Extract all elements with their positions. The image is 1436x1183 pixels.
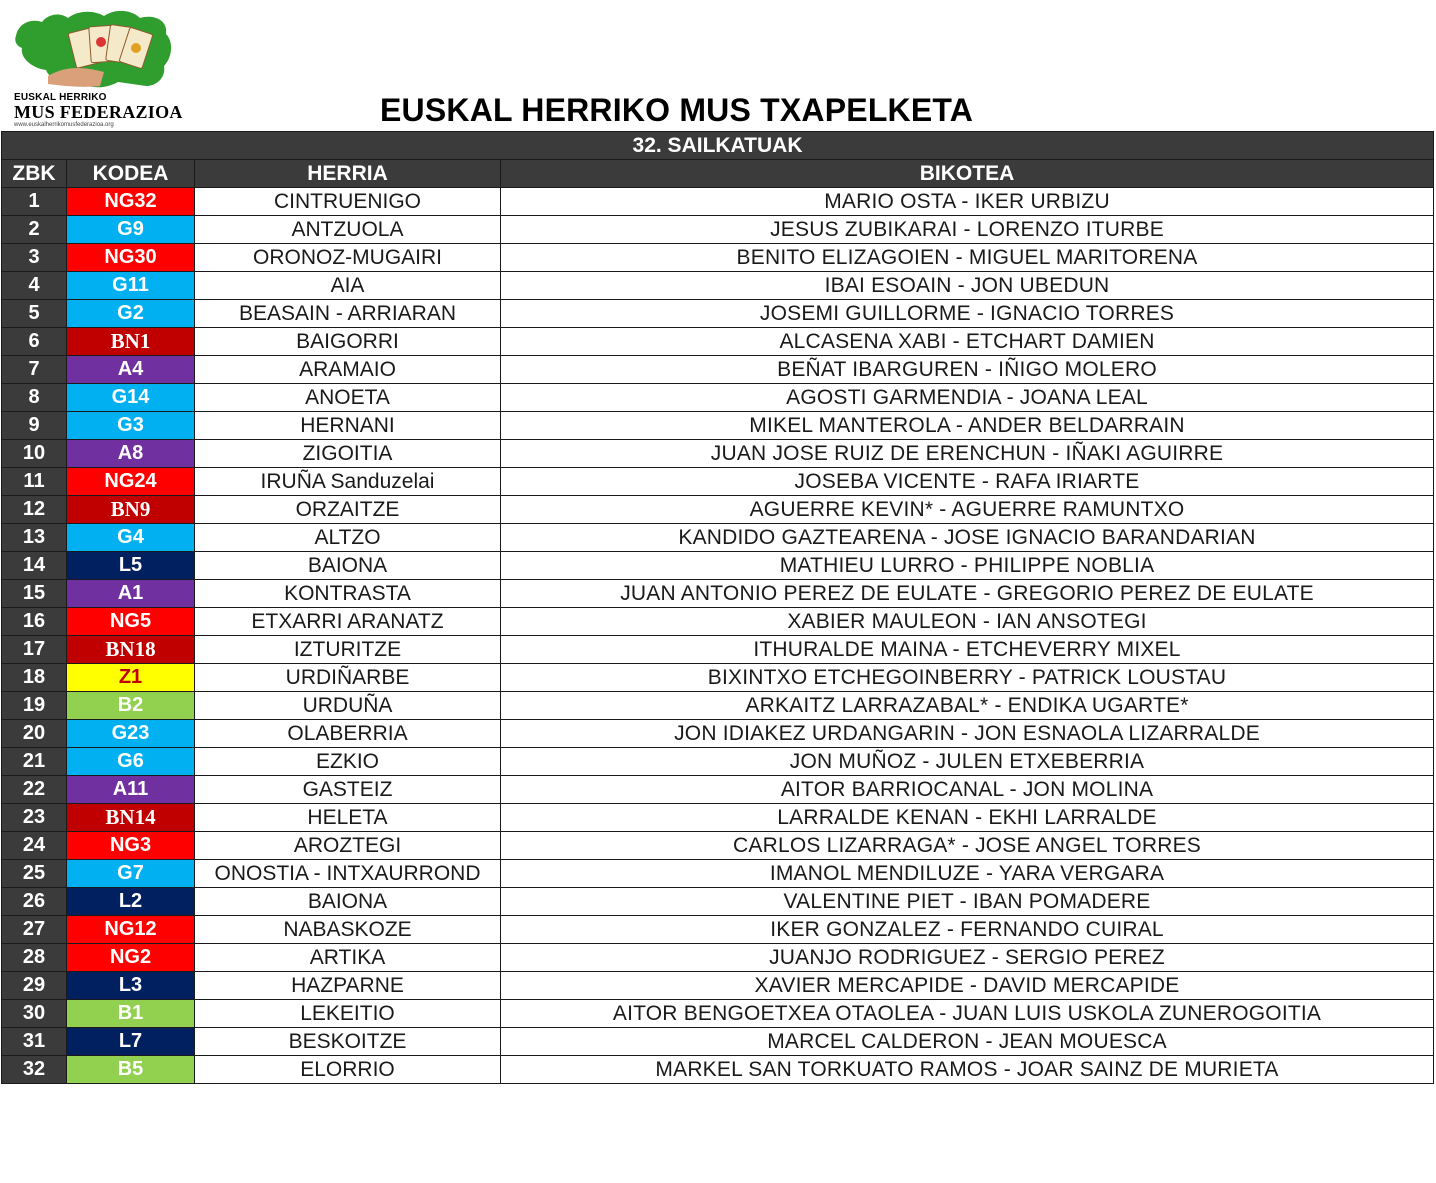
pair-cell: JUANJO RODRIGUEZ - SERGIO PEREZ — [501, 944, 1434, 972]
code-cell: G3 — [67, 412, 195, 440]
town-cell: ANTZUOLA — [195, 216, 501, 244]
town-cell: LEKEITIO — [195, 1000, 501, 1028]
town-cell: ALTZO — [195, 524, 501, 552]
town-cell: HELETA — [195, 804, 501, 832]
table-row — [2, 972, 1434, 1000]
rank-cell: 21 — [2, 748, 67, 776]
pair-cell: MATHIEU LURRO - PHILIPPE NOBLIA — [501, 552, 1434, 580]
table-row — [2, 356, 1434, 384]
code-cell: L2 — [67, 888, 195, 916]
rank-cell: 23 — [2, 804, 67, 832]
rank-cell: 30 — [2, 1000, 67, 1028]
rank-cell: 6 — [2, 328, 67, 356]
town-cell: AROZTEGI — [195, 832, 501, 860]
rank-cell: 22 — [2, 776, 67, 804]
town-cell: URDIÑARBE — [195, 664, 501, 692]
pair-cell: AITOR BARRIOCANAL - JON MOLINA — [501, 776, 1434, 804]
rank-cell: 25 — [2, 860, 67, 888]
rank-cell: 8 — [2, 384, 67, 412]
town-cell: BAIGORRI — [195, 328, 501, 356]
town-cell: BAIONA — [195, 552, 501, 580]
table-row — [2, 1000, 1434, 1028]
town-cell: AIA — [195, 272, 501, 300]
town-cell: CINTRUENIGO — [195, 188, 501, 216]
rank-cell: 24 — [2, 832, 67, 860]
pair-cell: MARCEL CALDERON - JEAN MOUESCA — [501, 1028, 1434, 1056]
rank-cell: 9 — [2, 412, 67, 440]
rank-cell: 5 — [2, 300, 67, 328]
code-cell: NG32 — [67, 188, 195, 216]
code-cell: G6 — [67, 748, 195, 776]
town-cell: HERNANI — [195, 412, 501, 440]
town-cell: BEASAIN - ARRIARAN — [195, 300, 501, 328]
code-cell: L3 — [67, 972, 195, 1000]
code-cell: NG2 — [67, 944, 195, 972]
code-cell: G14 — [67, 384, 195, 412]
column-header-kodea: KODEA — [67, 160, 195, 188]
rank-cell: 7 — [2, 356, 67, 384]
pair-cell: KANDIDO GAZTEARENA - JOSE IGNACIO BARANDARIAN — [501, 524, 1434, 552]
table-row — [2, 1028, 1434, 1056]
code-cell: BN1 — [67, 328, 195, 356]
pair-cell: BEÑAT IBARGUREN - IÑIGO MOLERO — [501, 356, 1434, 384]
pair-cell: BIXINTXO ETCHEGOINBERRY - PATRICK LOUSTAU — [501, 664, 1434, 692]
pair-cell: LARRALDE KENAN - EKHI LARRALDE — [501, 804, 1434, 832]
pair-cell: IMANOL MENDILUZE - YARA VERGARA — [501, 860, 1434, 888]
table-row — [2, 832, 1434, 860]
table-row — [2, 664, 1434, 692]
standings-table — [1, 131, 1434, 1084]
table-row — [2, 440, 1434, 468]
code-cell: BN18 — [67, 636, 195, 664]
code-cell: L7 — [67, 1028, 195, 1056]
pair-cell: IKER GONZALEZ - FERNANDO CUIRAL — [501, 916, 1434, 944]
code-cell: NG12 — [67, 916, 195, 944]
pair-cell: JON IDIAKEZ URDANGARIN - JON ESNAOLA LIZARRALDE — [501, 720, 1434, 748]
town-cell: BESKOITZE — [195, 1028, 501, 1056]
logo-text-top: EUSKAL HERRIKO — [14, 92, 107, 103]
town-cell: ETXARRI ARANATZ — [195, 608, 501, 636]
town-cell: ORZAITZE — [195, 496, 501, 524]
rank-cell: 17 — [2, 636, 67, 664]
rank-cell: 2 — [2, 216, 67, 244]
code-cell: BN9 — [67, 496, 195, 524]
rank-cell: 31 — [2, 1028, 67, 1056]
code-cell: L5 — [67, 552, 195, 580]
pair-cell: ARKAITZ LARRAZABAL* - ENDIKA UGARTE* — [501, 692, 1434, 720]
town-cell: ZIGOITIA — [195, 440, 501, 468]
town-cell: ARTIKA — [195, 944, 501, 972]
table-row — [2, 216, 1434, 244]
logo-text-main: MUS FEDERAZIOA — [14, 102, 183, 122]
table-row — [2, 720, 1434, 748]
code-cell: A4 — [67, 356, 195, 384]
table-row — [2, 748, 1434, 776]
rank-cell: 27 — [2, 916, 67, 944]
rank-cell: 11 — [2, 468, 67, 496]
code-cell: G9 — [67, 216, 195, 244]
pair-cell: XABIER MAULEON - IAN ANSOTEGI — [501, 608, 1434, 636]
page-title: EUSKAL HERRIKO MUS TXAPELKETA — [380, 92, 974, 128]
town-cell: URDUÑA — [195, 692, 501, 720]
rank-cell: 26 — [2, 888, 67, 916]
standings-body — [2, 188, 1434, 1084]
table-row — [2, 608, 1434, 636]
pair-cell: ALCASENA XABI - ETCHART DAMIEN — [501, 328, 1434, 356]
table-row — [2, 188, 1434, 216]
rank-cell: 29 — [2, 972, 67, 1000]
town-cell: EZKIO — [195, 748, 501, 776]
table-row — [2, 328, 1434, 356]
pair-cell: BENITO ELIZAGOIEN - MIGUEL MARITORENA — [501, 244, 1434, 272]
town-cell: ANOETA — [195, 384, 501, 412]
column-header-row — [2, 160, 1434, 188]
code-cell: B5 — [67, 1056, 195, 1084]
table-row — [2, 244, 1434, 272]
table-row — [2, 412, 1434, 440]
code-cell: G23 — [67, 720, 195, 748]
federation-logo — [8, 6, 184, 132]
pair-cell: XAVIER MERCAPIDE - DAVID MERCAPIDE — [501, 972, 1434, 1000]
pair-cell: AGUERRE KEVIN* - AGUERRE RAMUNTXO — [501, 496, 1434, 524]
code-cell: NG24 — [67, 468, 195, 496]
town-cell: BAIONA — [195, 888, 501, 916]
town-cell: ARAMAIO — [195, 356, 501, 384]
town-cell: IZTURITZE — [195, 636, 501, 664]
code-cell: NG3 — [67, 832, 195, 860]
basque-map-cards-icon — [8, 6, 184, 96]
code-cell: A8 — [67, 440, 195, 468]
rank-cell: 20 — [2, 720, 67, 748]
pair-cell: CARLOS LIZARRAGA* - JOSE ANGEL TORRES — [501, 832, 1434, 860]
rank-cell: 15 — [2, 580, 67, 608]
table-row — [2, 916, 1434, 944]
town-cell: ELORRIO — [195, 1056, 501, 1084]
table-row — [2, 468, 1434, 496]
table-row — [2, 888, 1434, 916]
table-row — [2, 552, 1434, 580]
rank-cell: 3 — [2, 244, 67, 272]
code-cell: NG30 — [67, 244, 195, 272]
table-row — [2, 776, 1434, 804]
code-cell: G4 — [67, 524, 195, 552]
code-cell: G2 — [67, 300, 195, 328]
code-cell: A11 — [67, 776, 195, 804]
pair-cell: JOSEMI GUILLORME - IGNACIO TORRES — [501, 300, 1434, 328]
pair-cell: JON MUÑOZ - JULEN ETXEBERRIA — [501, 748, 1434, 776]
code-cell: B1 — [67, 1000, 195, 1028]
table-row — [2, 1056, 1434, 1084]
rank-cell: 4 — [2, 272, 67, 300]
code-cell: G7 — [67, 860, 195, 888]
rank-cell: 14 — [2, 552, 67, 580]
table-row — [2, 524, 1434, 552]
table-row — [2, 580, 1434, 608]
rank-cell: 18 — [2, 664, 67, 692]
rank-cell: 12 — [2, 496, 67, 524]
code-cell: A1 — [67, 580, 195, 608]
table-row — [2, 692, 1434, 720]
pair-cell: JUAN ANTONIO PEREZ DE EULATE - GREGORIO PEREZ DE EULATE — [501, 580, 1434, 608]
logo-url: www.euskalherrikomusfederazioa.org — [14, 122, 114, 128]
pair-cell: VALENTINE PIET - IBAN POMADERE — [501, 888, 1434, 916]
code-cell: Z1 — [67, 664, 195, 692]
subtitle-row — [2, 132, 1434, 160]
code-cell: BN14 — [67, 804, 195, 832]
pair-cell: MARIO OSTA - IKER URBIZU — [501, 188, 1434, 216]
town-cell: NABASKOZE — [195, 916, 501, 944]
rank-cell: 28 — [2, 944, 67, 972]
pair-cell: JUAN JOSE RUIZ DE ERENCHUN - IÑAKI AGUIRRE — [501, 440, 1434, 468]
pair-cell: MIKEL MANTEROLA - ANDER BELDARRAIN — [501, 412, 1434, 440]
town-cell: ORONOZ-MUGAIRI — [195, 244, 501, 272]
pair-cell: IBAI ESOAIN - JON UBEDUN — [501, 272, 1434, 300]
table-row — [2, 860, 1434, 888]
pair-cell: AGOSTI GARMENDIA - JOANA LEAL — [501, 384, 1434, 412]
table-row — [2, 804, 1434, 832]
table-row — [2, 636, 1434, 664]
table-row — [2, 272, 1434, 300]
town-cell: OLABERRIA — [195, 720, 501, 748]
pair-cell: MARKEL SAN TORKUATO RAMOS - JOAR SAINZ DE MURIETA — [501, 1056, 1434, 1084]
town-cell: GASTEIZ — [195, 776, 501, 804]
rank-cell: 16 — [2, 608, 67, 636]
rank-cell: 10 — [2, 440, 67, 468]
rank-cell: 19 — [2, 692, 67, 720]
pair-cell: JOSEBA VICENTE - RAFA IRIARTE — [501, 468, 1434, 496]
pair-cell: AITOR BENGOETXEA OTAOLEA - JUAN LUIS USKOLA ZUNEROGOITIA — [501, 1000, 1434, 1028]
town-cell: KONTRASTA — [195, 580, 501, 608]
code-cell: B2 — [67, 692, 195, 720]
column-header-bikotea: BIKOTEA — [501, 160, 1434, 188]
code-cell: NG5 — [67, 608, 195, 636]
town-cell: ONOSTIA - INTXAURROND — [195, 860, 501, 888]
table-row — [2, 300, 1434, 328]
table-row — [2, 384, 1434, 412]
column-header-herria: HERRIA — [195, 160, 501, 188]
table-row — [2, 944, 1434, 972]
rank-cell: 13 — [2, 524, 67, 552]
pair-cell: JESUS ZUBIKARAI - LORENZO ITURBE — [501, 216, 1434, 244]
table-subtitle: 32. SAILKATUAK — [2, 132, 1434, 160]
code-cell: G11 — [67, 272, 195, 300]
column-header-zbk: ZBK — [2, 160, 67, 188]
pair-cell: ITHURALDE MAINA - ETCHEVERRY MIXEL — [501, 636, 1434, 664]
table-row — [2, 496, 1434, 524]
rank-cell: 1 — [2, 188, 67, 216]
rank-cell: 32 — [2, 1056, 67, 1084]
town-cell: IRUÑA Sanduzelai — [195, 468, 501, 496]
town-cell: HAZPARNE — [195, 972, 501, 1000]
